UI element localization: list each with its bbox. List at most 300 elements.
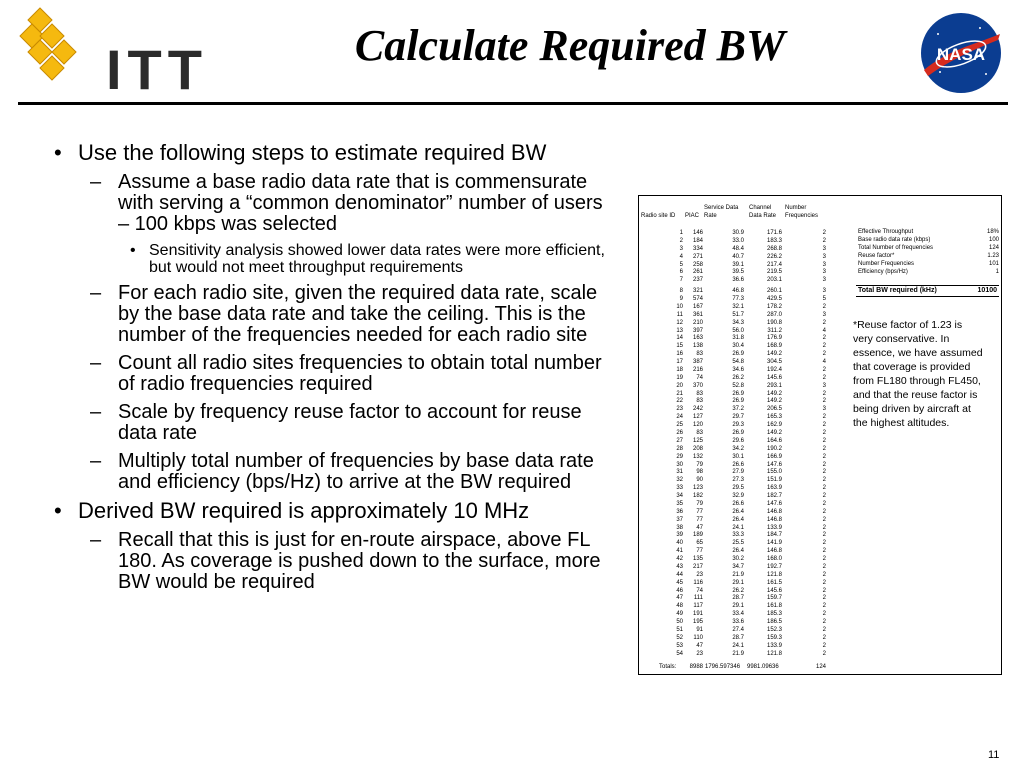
bullet-text: Scale by frequency reuse factor to account for reuse data rate	[118, 401, 582, 444]
cell-frequencies: 2	[822, 524, 826, 531]
cell-frequencies: 2	[822, 366, 826, 373]
cell-site-id: 30	[676, 461, 683, 468]
cell-frequencies: 3	[822, 245, 826, 252]
itt-logo-text: ITT	[106, 38, 208, 101]
cell-frequencies: 2	[822, 563, 826, 570]
cell-channel-rate: 161.5	[766, 579, 782, 586]
cell-piac: 77	[696, 508, 703, 515]
cell-piac: 387	[692, 359, 703, 366]
cell-piac: 217	[692, 563, 703, 570]
cell-piac: 182	[692, 493, 703, 500]
cell-channel-rate: 161.8	[766, 603, 782, 610]
table-row	[639, 446, 839, 454]
cell-piac: 208	[692, 445, 703, 452]
cell-frequencies: 2	[822, 437, 826, 444]
cell-service-rate: 26.2	[732, 587, 744, 594]
table-row	[639, 532, 839, 540]
cell-site-id: 53	[676, 642, 683, 649]
cell-channel-rate: 182.7	[766, 493, 782, 500]
cell-frequencies: 2	[822, 611, 826, 618]
header-divider	[18, 102, 1008, 105]
bullet-item	[50, 402, 610, 444]
cell-site-id: 34	[676, 493, 683, 500]
param-value: 100	[988, 237, 999, 243]
cell-frequencies: 2	[822, 587, 826, 594]
bullet-marker: –	[90, 401, 102, 423]
cell-channel-rate: 203.1	[766, 277, 782, 284]
cell-channel-rate: 141.9	[766, 540, 782, 547]
totals-nf: 124	[815, 664, 826, 670]
cell-site-id: 11	[676, 311, 683, 318]
cell-frequencies: 3	[822, 269, 826, 276]
cell-frequencies: 2	[822, 343, 826, 350]
cell-channel-rate: 146.8	[766, 548, 782, 555]
cell-frequencies: 2	[822, 508, 826, 515]
bullet-marker: –	[90, 282, 102, 304]
cell-channel-rate: 159.3	[766, 634, 782, 641]
cell-piac: 111	[693, 595, 703, 602]
cell-frequencies: 2	[822, 414, 826, 421]
cell-site-id: 46	[676, 587, 683, 594]
bullet-marker: –	[90, 450, 102, 472]
cell-piac: 370	[692, 382, 703, 389]
cell-site-id: 43	[676, 563, 683, 570]
cell-service-rate: 39.1	[732, 261, 744, 268]
cell-frequencies: 2	[822, 493, 826, 500]
cell-service-rate: 29.6	[732, 437, 744, 444]
cell-piac: 138	[692, 343, 703, 350]
cell-channel-rate: 311.2	[767, 327, 782, 334]
cell-piac: 79	[696, 500, 703, 507]
cell-service-rate: 36.6	[732, 277, 744, 284]
cell-channel-rate: 121.8	[766, 571, 782, 578]
cell-piac: 237	[692, 277, 703, 284]
cell-site-id: 12	[676, 319, 683, 326]
param-label: Effective Throughput	[858, 229, 914, 235]
cell-frequencies: 3	[822, 253, 826, 260]
cell-site-id: 33	[676, 485, 683, 492]
cell-frequencies: 2	[822, 303, 826, 310]
cell-site-id: 51	[676, 627, 683, 633]
table-row	[639, 619, 839, 627]
param-label: Reuse factor*	[858, 253, 895, 259]
cell-service-rate: 30.1	[732, 453, 744, 460]
param-value: 1.23	[987, 253, 999, 259]
cell-frequencies: 2	[822, 540, 826, 547]
cell-site-id: 22	[676, 398, 683, 405]
cell-service-rate: 33.0	[732, 237, 744, 244]
cell-frequencies: 3	[822, 311, 826, 318]
cell-channel-rate: 185.3	[766, 611, 782, 618]
bullet-text: Assume a base radio data rate that is commensurate with serving a “common denominator” number of users – 100 kbps was selected	[118, 171, 603, 235]
table-row	[639, 611, 839, 619]
total-bw-label: Total BW required (kHz)	[858, 287, 937, 294]
cell-site-id: 17	[676, 359, 683, 366]
cell-site-id: 39	[676, 532, 683, 539]
cell-site-id: 40	[676, 540, 683, 547]
table-row	[639, 328, 839, 336]
cell-frequencies: 2	[822, 319, 826, 326]
table-row	[639, 603, 839, 611]
cell-piac: 74	[696, 374, 703, 381]
cell-site-id: 5	[679, 261, 683, 268]
cell-piac: 189	[692, 532, 703, 539]
cell-channel-rate: 192.4	[766, 366, 782, 373]
cell-site-id: 37	[676, 516, 683, 523]
table-row	[639, 320, 839, 328]
cell-piac: 397	[692, 327, 703, 334]
cell-frequencies: 5	[822, 296, 826, 303]
cell-service-rate: 77.3	[732, 296, 744, 303]
cell-channel-rate: 121.8	[766, 650, 782, 657]
param-label: Efficiency (bps/Hz)	[858, 269, 908, 275]
cell-piac: 123	[692, 485, 703, 492]
cell-site-id: 32	[676, 477, 683, 484]
cell-service-rate: 26.4	[732, 516, 744, 523]
cell-piac: 258	[692, 261, 703, 268]
cell-service-rate: 24.1	[732, 642, 744, 649]
cell-frequencies: 2	[822, 398, 826, 405]
cell-service-rate: 26.9	[732, 351, 744, 358]
cell-site-id: 10	[676, 303, 683, 310]
itt-diamond-icon	[18, 4, 98, 100]
cell-frequencies: 2	[822, 595, 826, 602]
cell-channel-rate: 168.9	[766, 343, 782, 350]
cell-service-rate: 33.3	[732, 532, 744, 539]
cell-site-id: 42	[676, 556, 683, 563]
cell-channel-rate: 152.3	[766, 627, 782, 633]
cell-frequencies: 2	[822, 430, 826, 436]
bullet-item	[50, 530, 610, 593]
cell-piac: 132	[692, 453, 703, 460]
cell-service-rate: 28.7	[732, 634, 744, 641]
cell-piac: 216	[692, 366, 703, 373]
cell-service-rate: 26.2	[732, 374, 744, 381]
cell-frequencies: 2	[822, 650, 826, 657]
header-sdr-bottom: Rate	[704, 213, 717, 219]
cell-site-id: 28	[676, 445, 683, 452]
param-row	[856, 269, 1001, 277]
cell-channel-rate: 217.4	[766, 261, 782, 268]
table-row	[639, 238, 839, 246]
cell-site-id: 44	[676, 571, 683, 578]
cell-channel-rate: 149.2	[766, 390, 782, 397]
cell-site-id: 18	[676, 366, 683, 373]
bullet-marker: •	[130, 242, 136, 259]
table-row	[639, 635, 839, 643]
cell-channel-rate: 183.3	[766, 237, 782, 244]
cell-piac: 91	[696, 627, 703, 633]
table-row	[639, 375, 839, 383]
cell-frequencies: 3	[822, 277, 826, 284]
cell-frequencies: 2	[822, 619, 826, 626]
table-row	[639, 351, 839, 359]
nasa-logo-text: NASA	[936, 45, 986, 64]
cell-site-id: 20	[676, 382, 683, 389]
cell-site-id: 13	[676, 327, 683, 334]
page-title: Calculate Required BW	[354, 21, 786, 70]
bullet-text: Sensitivity analysis showed lower data rates were more efficient, but would not meet throughput requirements	[149, 242, 605, 276]
cell-piac: 242	[692, 406, 703, 413]
total-bw-value: 10100	[977, 287, 997, 294]
cell-frequencies: 2	[822, 579, 826, 586]
param-value: 18%	[986, 229, 999, 235]
cell-site-id: 45	[676, 579, 683, 586]
bullet-item	[50, 142, 610, 164]
cell-piac: 261	[692, 269, 703, 276]
cell-piac: 146	[692, 230, 703, 236]
bullet-text: For each radio site, given the required data rate, scale by the base data rate and take the ceiling. This is the number of the frequencies needed for each radio site	[118, 282, 598, 346]
cell-site-id: 54	[676, 650, 683, 657]
table-row	[639, 296, 839, 304]
cell-service-rate: 29.3	[732, 422, 744, 429]
table-row	[639, 462, 839, 470]
cell-piac: 83	[696, 398, 703, 405]
table-row	[639, 643, 839, 651]
param-value: 1	[995, 269, 999, 275]
cell-frequencies: 2	[822, 461, 826, 468]
cell-channel-rate: 145.6	[766, 587, 782, 594]
table-row	[639, 262, 839, 270]
cell-frequencies: 2	[822, 634, 826, 641]
cell-site-id: 49	[676, 611, 683, 618]
bullet-text: Use the following steps to estimate required BW	[78, 140, 547, 165]
cell-service-rate: 29.5	[732, 485, 744, 492]
cell-channel-rate: 287.0	[766, 311, 782, 318]
table-row	[639, 651, 839, 659]
cell-site-id: 23	[676, 406, 683, 413]
cell-frequencies: 2	[822, 500, 826, 507]
cell-service-rate: 30.9	[732, 230, 744, 236]
table-row	[639, 288, 839, 296]
cell-channel-rate: 165.3	[766, 414, 782, 421]
cell-service-rate: 34.6	[732, 366, 744, 373]
cell-site-id: 1	[679, 230, 683, 236]
cell-channel-rate: 190.8	[766, 319, 782, 326]
cell-channel-rate: 146.8	[766, 516, 782, 523]
table-row	[639, 438, 839, 446]
cell-service-rate: 51.7	[732, 311, 744, 318]
cell-site-id: 29	[676, 453, 683, 460]
cell-channel-rate: 149.2	[766, 398, 782, 405]
cell-site-id: 15	[676, 343, 683, 350]
bullet-marker: –	[90, 352, 102, 374]
cell-service-rate: 40.7	[732, 253, 744, 260]
cell-channel-rate: 168.0	[766, 556, 782, 563]
table-row	[639, 383, 839, 391]
cell-channel-rate: 147.6	[766, 500, 782, 507]
cell-channel-rate: 192.7	[766, 563, 782, 570]
cell-piac: 125	[692, 437, 703, 444]
cell-piac: 77	[696, 516, 703, 523]
table-row	[639, 588, 839, 596]
table-row	[639, 595, 839, 603]
cell-site-id: 2	[679, 237, 683, 244]
cell-piac: 79	[696, 461, 703, 468]
cell-channel-rate: 133.9	[766, 524, 782, 531]
nasa-logo	[918, 10, 1004, 96]
table-row	[639, 391, 839, 399]
cell-frequencies: 3	[822, 288, 826, 295]
cell-frequencies: 2	[822, 230, 826, 236]
cell-site-id: 31	[676, 469, 683, 476]
cell-site-id: 7	[679, 277, 683, 284]
totals-row	[639, 664, 839, 672]
cell-piac: 65	[696, 540, 703, 547]
param-row	[856, 237, 1001, 245]
cell-site-id: 19	[676, 374, 683, 381]
cell-site-id: 14	[676, 335, 683, 342]
bullet-item	[50, 172, 610, 235]
param-label: Number Frequencies	[858, 261, 915, 267]
cell-frequencies: 3	[822, 261, 826, 268]
cell-frequencies: 2	[822, 571, 826, 578]
table-row	[639, 359, 839, 367]
table-row	[639, 269, 839, 277]
cell-channel-rate: 171.6	[766, 230, 782, 236]
cell-piac: 110	[693, 634, 703, 641]
cell-service-rate: 24.1	[732, 524, 744, 531]
cell-service-rate: 48.4	[732, 245, 744, 252]
cell-frequencies: 2	[822, 532, 826, 539]
cell-channel-rate: 151.9	[766, 477, 782, 484]
cell-frequencies: 2	[822, 548, 826, 555]
total-bw-row	[856, 285, 999, 297]
table-row	[639, 246, 839, 254]
header-cdr-bottom: Data Rate	[749, 213, 777, 219]
cell-frequencies: 2	[822, 422, 826, 429]
param-row	[856, 245, 1001, 253]
cell-service-rate: 34.7	[732, 563, 744, 570]
bullet-list	[50, 142, 610, 600]
cell-service-rate: 26.4	[732, 548, 744, 555]
table-row	[639, 509, 839, 517]
cell-piac: 210	[692, 319, 703, 326]
cell-service-rate: 32.1	[732, 303, 744, 310]
cell-service-rate: 33.6	[732, 619, 744, 626]
cell-service-rate: 46.8	[732, 288, 744, 295]
cell-site-id: 21	[676, 390, 683, 397]
cell-piac: 83	[696, 430, 703, 436]
cell-piac: 77	[696, 548, 703, 555]
cell-service-rate: 54.8	[732, 359, 744, 366]
cell-channel-rate: 145.6	[766, 374, 782, 381]
cell-channel-rate: 159.7	[766, 595, 782, 602]
cell-piac: 47	[696, 524, 703, 531]
cell-site-id: 38	[676, 524, 683, 531]
cell-service-rate: 33.4	[732, 611, 744, 618]
cell-channel-rate: 268.8	[766, 245, 782, 252]
cell-channel-rate: 184.7	[766, 532, 782, 539]
header-sdr-top: Service Data	[704, 205, 739, 211]
reuse-factor-note: *Reuse factor of 1.23 is very conservative. In essence, we have assumed that coverage is provided from FL180 through FL450, and that the reuse factor is being driven by aircraft at the highest altitudes.	[853, 319, 983, 429]
cell-service-rate: 25.5	[732, 540, 744, 547]
cell-piac: 90	[696, 477, 703, 484]
cell-channel-rate: 147.6	[766, 461, 782, 468]
cell-service-rate: 34.3	[732, 319, 744, 326]
cell-service-rate: 29.1	[732, 603, 744, 610]
cell-channel-rate: 190.2	[766, 445, 782, 452]
table-row	[639, 572, 839, 580]
cell-service-rate: 32.9	[732, 493, 744, 500]
table-row	[639, 277, 839, 285]
cell-piac: 191	[692, 611, 703, 618]
cell-channel-rate: 162.9	[766, 422, 782, 429]
bullet-item	[50, 242, 610, 276]
cell-service-rate: 34.2	[732, 445, 744, 452]
cell-site-id: 35	[676, 500, 683, 507]
bullet-text: Count all radio sites frequencies to obtain total number of radio frequencies required	[118, 352, 602, 395]
cell-service-rate: 26.9	[732, 390, 744, 397]
cell-piac: 321	[692, 288, 703, 295]
totals-piac: 8988	[689, 664, 703, 670]
cell-frequencies: 2	[822, 485, 826, 492]
cell-piac: 271	[692, 253, 703, 260]
cell-frequencies: 2	[822, 516, 826, 523]
table-row	[639, 254, 839, 262]
cell-site-id: 4	[679, 253, 683, 260]
table-row	[639, 304, 839, 312]
table-row	[639, 556, 839, 564]
spreadsheet-panel	[638, 195, 1002, 675]
table-row	[639, 627, 839, 635]
cell-frequencies: 2	[822, 642, 826, 649]
cell-site-id: 50	[676, 619, 683, 626]
cell-piac: 98	[696, 469, 703, 476]
bullet-item	[50, 500, 610, 522]
totals-label: Totals:	[659, 664, 677, 670]
cell-service-rate: 39.5	[732, 269, 744, 276]
itt-logo	[18, 4, 218, 100]
cell-channel-rate: 155.0	[766, 469, 782, 476]
cell-service-rate: 21.9	[732, 650, 744, 657]
cell-channel-rate: 260.1	[766, 288, 782, 295]
cell-piac: 167	[692, 303, 703, 310]
cell-channel-rate: 163.9	[766, 485, 782, 492]
cell-piac: 23	[696, 571, 703, 578]
cell-frequencies: 2	[822, 351, 826, 358]
cell-piac: 127	[692, 414, 703, 421]
table-row	[639, 335, 839, 343]
cell-frequencies: 4	[822, 359, 826, 366]
cell-channel-rate: 226.2	[766, 253, 782, 260]
table-row	[639, 548, 839, 556]
cell-service-rate: 30.2	[732, 556, 744, 563]
cell-frequencies: 2	[822, 237, 826, 244]
cell-piac: 195	[692, 619, 703, 626]
cell-piac: 120	[692, 422, 703, 429]
cell-service-rate: 27.9	[732, 469, 744, 476]
cell-piac: 23	[696, 650, 703, 657]
cell-service-rate: 26.4	[732, 508, 744, 515]
bullet-text: Derived BW required is approximately 10 MHz	[78, 498, 530, 523]
cell-piac: 83	[696, 351, 703, 358]
cell-site-id: 3	[679, 245, 683, 252]
bullet-marker: –	[90, 529, 102, 551]
bullet-text: Recall that this is just for en-route airspace, above FL 180. As coverage is pushed down to the surface, more BW would be required	[118, 529, 601, 593]
param-value: 101	[988, 261, 999, 267]
cell-channel-rate: 304.5	[766, 359, 782, 366]
totals-sdr: 1796.597346	[705, 664, 741, 670]
cell-channel-rate: 178.2	[766, 303, 782, 310]
table-row	[639, 493, 839, 501]
cell-frequencies: 2	[822, 627, 826, 633]
cell-piac: 184	[692, 237, 703, 244]
cell-service-rate: 52.8	[732, 382, 744, 389]
table-row	[639, 485, 839, 493]
cell-piac: 117	[693, 603, 703, 610]
cell-site-id: 26	[676, 430, 683, 436]
